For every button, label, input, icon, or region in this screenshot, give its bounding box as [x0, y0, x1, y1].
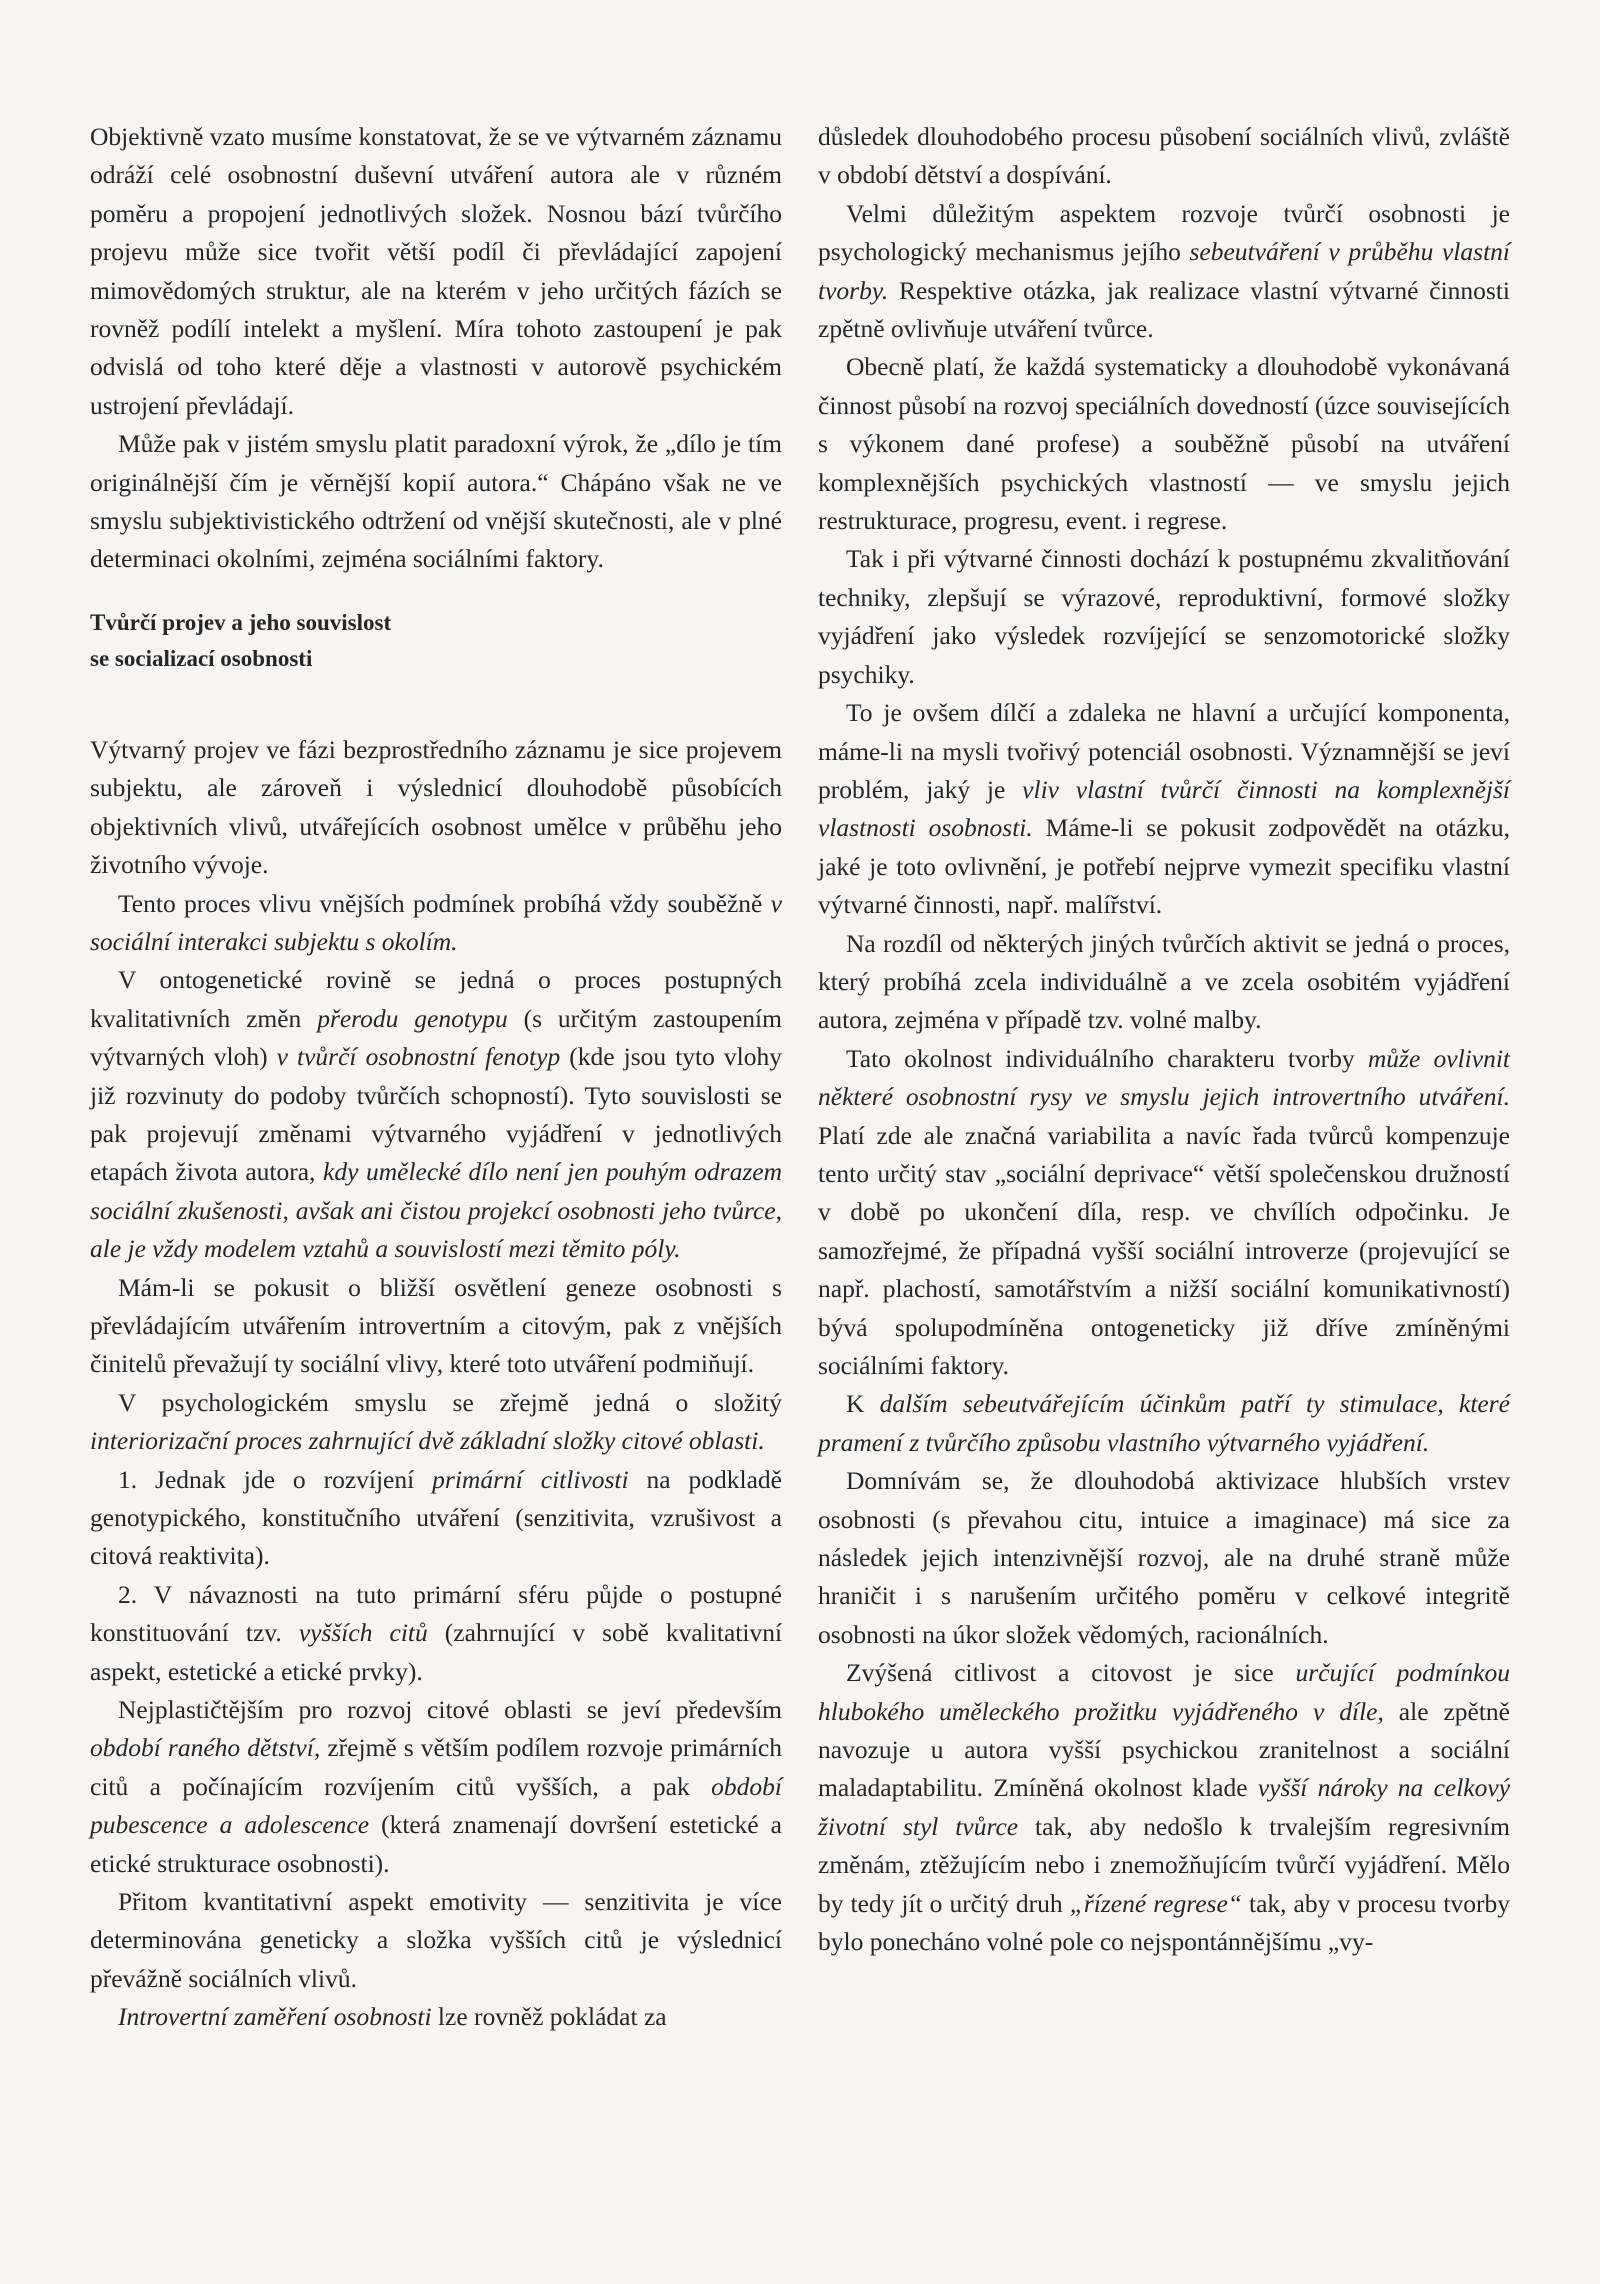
text-run: Zvýšená citlivost a citovost je sice	[846, 1658, 1296, 1688]
paragraph	[90, 961, 782, 1268]
paragraph: Může pak v jistém smyslu platit paradoxní výrok, že „dílo je tím originálnější čím je věrnější kopií autora.“ Chápáno však ne ve smyslu subjektivistického odtržení od vnější skutečnosti, ale v plné determinaci okolními, zejména sociálními faktory.	[90, 429, 782, 574]
paragraph	[818, 195, 1510, 349]
paragraph: Přitom kvantitativní aspekt emotivity — senzitivita je více determinována geneticky a složka vyšších citů je výslednicí převážně sociálních vlivů.	[90, 1887, 782, 1993]
section-heading-line: Tvůrčí projev a jeho souvislost	[90, 609, 392, 635]
text-run: Tento proces vlivu vnějších podmínek probíhá vždy souběžně	[118, 888, 771, 918]
emphasis: kdy umělecké dílo není jen pouhým odrazem sociální zkušenosti, avšak ani čistou projekcí osobnosti jeho tvůrce, ale je vždy modelem vztahů a souvislostí mezi těmito póly.	[90, 1157, 782, 1264]
emphasis: v tvůrčí osobnostní fenotyp	[276, 1042, 561, 1072]
emphasis: přerodu genotypu	[317, 1003, 508, 1033]
paragraph	[90, 1576, 782, 1691]
paragraph	[818, 694, 1510, 924]
paragraph	[90, 885, 782, 962]
paragraph	[90, 1461, 782, 1576]
left-column	[90, 118, 782, 2037]
emphasis: primární citlivosti	[432, 1464, 629, 1494]
text-run: Respektive otázka, jak realizace vlastní výtvarné činnosti zpětně ovlivňuje utváření tvůrce.	[818, 275, 1510, 344]
text-run: 2. V návaznosti na tuto primární sféru půjde o postupné konstituování tzv.	[90, 1579, 782, 1648]
text-run: (zahrnující v sobě kvalitativní aspekt, estetické a etické prvky).	[90, 1618, 783, 1686]
text-run: K	[846, 1389, 880, 1419]
text-run: (kde jsou tyto vlohy již rozvinuty do podoby tvůrčích schopností). Tyto souvislosti se pak projevují změnami výtvarného vyjádření v jednotlivých etapách života autora,	[90, 1042, 782, 1187]
paragraph	[818, 1040, 1510, 1386]
emphasis: vyšší nároky na celkový životní styl tvůrce	[818, 1773, 1511, 1841]
paragraph: Obecně platí, že každá systematicky a dlouhodobě vykonávaná činnost působí na rozvoj speciálních dovedností (úzce souvisejících s výkonem dané profese) a souběžně působí na utváření komplexnějších psychických vlastností — ve smyslu jejich restrukturace, progresu, event. i regrese.	[818, 352, 1510, 536]
emphasis: určující podmínkou hlubokého uměleckého prožitku vyjádřeného v díle,	[818, 1658, 1510, 1726]
paragraph	[90, 1384, 782, 1461]
paragraph	[818, 1385, 1510, 1462]
text-run: na podkladě genotypického, konstitučního utváření (senzitivita, vzrušivost a citová reaktivita).	[90, 1464, 782, 1571]
text-run: Tato okolnost individuálního charakteru tvorby	[846, 1043, 1368, 1073]
text-run: ale zpětně navozuje u autora vyšší psychickou zranitelnost a sociální maladaptabilitu. Zmíněná okolnost klade	[818, 1696, 1510, 1803]
text-run: (která znamenají dovršení estetické a etické strukturace osobnosti).	[90, 1810, 782, 1878]
emphasis: v sociální interakci subjektu s okolím.	[90, 888, 782, 956]
text-run: Máme-li se pokusit zodpovědět na otázku, jaké je toto ovlivnění, je potřebí nejprve vymezit specifiku vlastní výtvarné činnosti, např. malířství.	[818, 813, 1511, 920]
emphasis: období pubescence a adolescence	[90, 1771, 782, 1840]
emphasis: vliv vlastní tvůrčí činnosti na komplexnější vlastnosti osobnosti.	[818, 774, 1510, 843]
section-heading-line: se socializací osobnosti	[90, 645, 313, 671]
text-run: Platí zde ale značná variabilita a navíc řada tvůrců kompenzuje tento určitý stav „sociální deprivace“ větší společenskou družností v době po ukončení díla, resp. ve chvílích odpočinku. Je samozřejmé, že případná vyšší sociální introverze (projevující se např. plachostí, samotářstvím a nižší sociální komunikativností) bývá spolupodmíněna ontogeneticky již dříve zmíněnými sociálními faktory.	[818, 1120, 1510, 1380]
text-run: (s určitým zastoupením výtvarných vloh)	[90, 1003, 782, 1072]
text-run: V psychologickém smyslu se zřejmě jedná o složitý	[118, 1387, 782, 1417]
text-run: zřejmě s větším podílem rozvoje primárních citů a počínajícím rozvíjením citů vyšších, a pak	[90, 1733, 782, 1801]
text-run: tak, aby nedošlo k trvalejším regresivním změnám, ztěžujícím nebo i znemožňujícím tvůrčí vyjádření. Mělo by tedy jít o určitý druh	[818, 1811, 1510, 1918]
paragraph: Na rozdíl od některých jiných tvůrčích aktivit se jedná o proces, který probíhá zcela individuálně a ve zcela osobitém vyjádření autora, zejména v případě tzv. volné malby.	[818, 928, 1510, 1035]
emphasis: období raného dětství,	[90, 1733, 321, 1763]
paragraph	[90, 1691, 782, 1883]
text-run: Velmi důležitým aspektem rozvoje tvůrčí osobnosti je psychologický mechanismus jejího	[818, 198, 1510, 267]
paragraph: Mám-li se pokusit o bližší osvětlení geneze osobnosti s převládajícím utvářením introvertním a citovým, pak z vnějších činitelů převažují ty sociální vlivy, které toto utváření podmiňují.	[90, 1272, 782, 1379]
emphasis: „řízené regrese“	[1069, 1888, 1242, 1918]
text-run: tak, aby v procesu tvorby bylo ponecháno volné pole co nejspontánnějšímu „vy-	[818, 1888, 1510, 1957]
text-run: To je ovšem dílčí a zdaleka ne hlavní a určující komponenta, máme-li na mysli tvořivý potenciál osobnosti. Významnější se jeví problém, jaký je	[818, 698, 1510, 804]
paragraph: Výtvarný projev ve fázi bezprostředního záznamu je sice projevem subjektu, ale zároveň i výslednicí dlouhodobě působících objektivních vlivů, utvářejících osobnost umělce v průběhu jeho životního vývoje.	[90, 734, 782, 880]
text-run: 1. Jednak jde o rozvíjení	[118, 1464, 433, 1494]
paragraph: Domnívám se, že dlouhodobá aktivizace hlubších vrstev osobnosti (s převahou citu, intuice a imaginace) má sice za následek jejich intenzivnější rozvoj, ale na druhé straně může hraničit i s narušením určitého poměru v celkové integritě osobnosti na úkor složek vědomých, racionálních.	[818, 1466, 1510, 1649]
text-run: lze rovněž pokládat za	[431, 2002, 667, 2032]
emphasis: dalším sebeutvářejícím účinkům patří ty stimulace, které pramení z tvůrčího způsobu vlastního výtvarného vyjádření.	[818, 1389, 1510, 1457]
paragraph: Tak i při výtvarné činnosti dochází k postupnému zkvalitňování techniky, zlepšují se výrazové, reproduktivní, formové složky vyjádření jako výsledek rozvíjející se senzomotorické složky psychiky.	[818, 544, 1510, 689]
text-run: V ontogenetické rovině se jedná o proces postupných kvalitativních změn	[90, 965, 782, 1033]
text-run: Nejplastičtějším pro rozvoj citové oblasti se jeví především	[118, 1695, 782, 1725]
emphasis: sebeutváření v průběhu vlastní tvorby.	[818, 237, 1510, 305]
paragraph	[90, 1998, 782, 2036]
paragraph: důsledek dlouhodobého procesu působení sociálních vlivů, zvláště v období dětství a dospívání.	[818, 122, 1510, 190]
emphasis: může ovlivnit některé osobnostní rysy ve smyslu jejich introvertního utváření.	[818, 1043, 1510, 1112]
right-column	[818, 118, 1510, 1962]
section-heading	[90, 605, 782, 677]
paragraph	[818, 1654, 1510, 1961]
paragraph: Objektivně vzato musíme konstatovat, že se ve výtvarném záznamu odráží celé osobnostní duševní utváření autora ale v různém poměru a propojení jednotlivých složek. Nosnou bází tvůrčího projevu může sice tvořit větší podíl či převládající zapojení mimovědomých struktur, ale na kterém v jeho určitých fázích se rovněž podílí intelekt a myšlení. Míra tohoto zastoupení je pak odvislá od toho které děje a vlastnosti v autorově psychickém ustrojení převládají.	[90, 122, 782, 420]
emphasis: Introvertní zaměření osobnosti	[118, 2002, 432, 2032]
emphasis: vyšších citů	[298, 1618, 428, 1648]
emphasis: interiorizační proces zahrnující dvě základní složky citové oblasti.	[90, 1426, 765, 1456]
